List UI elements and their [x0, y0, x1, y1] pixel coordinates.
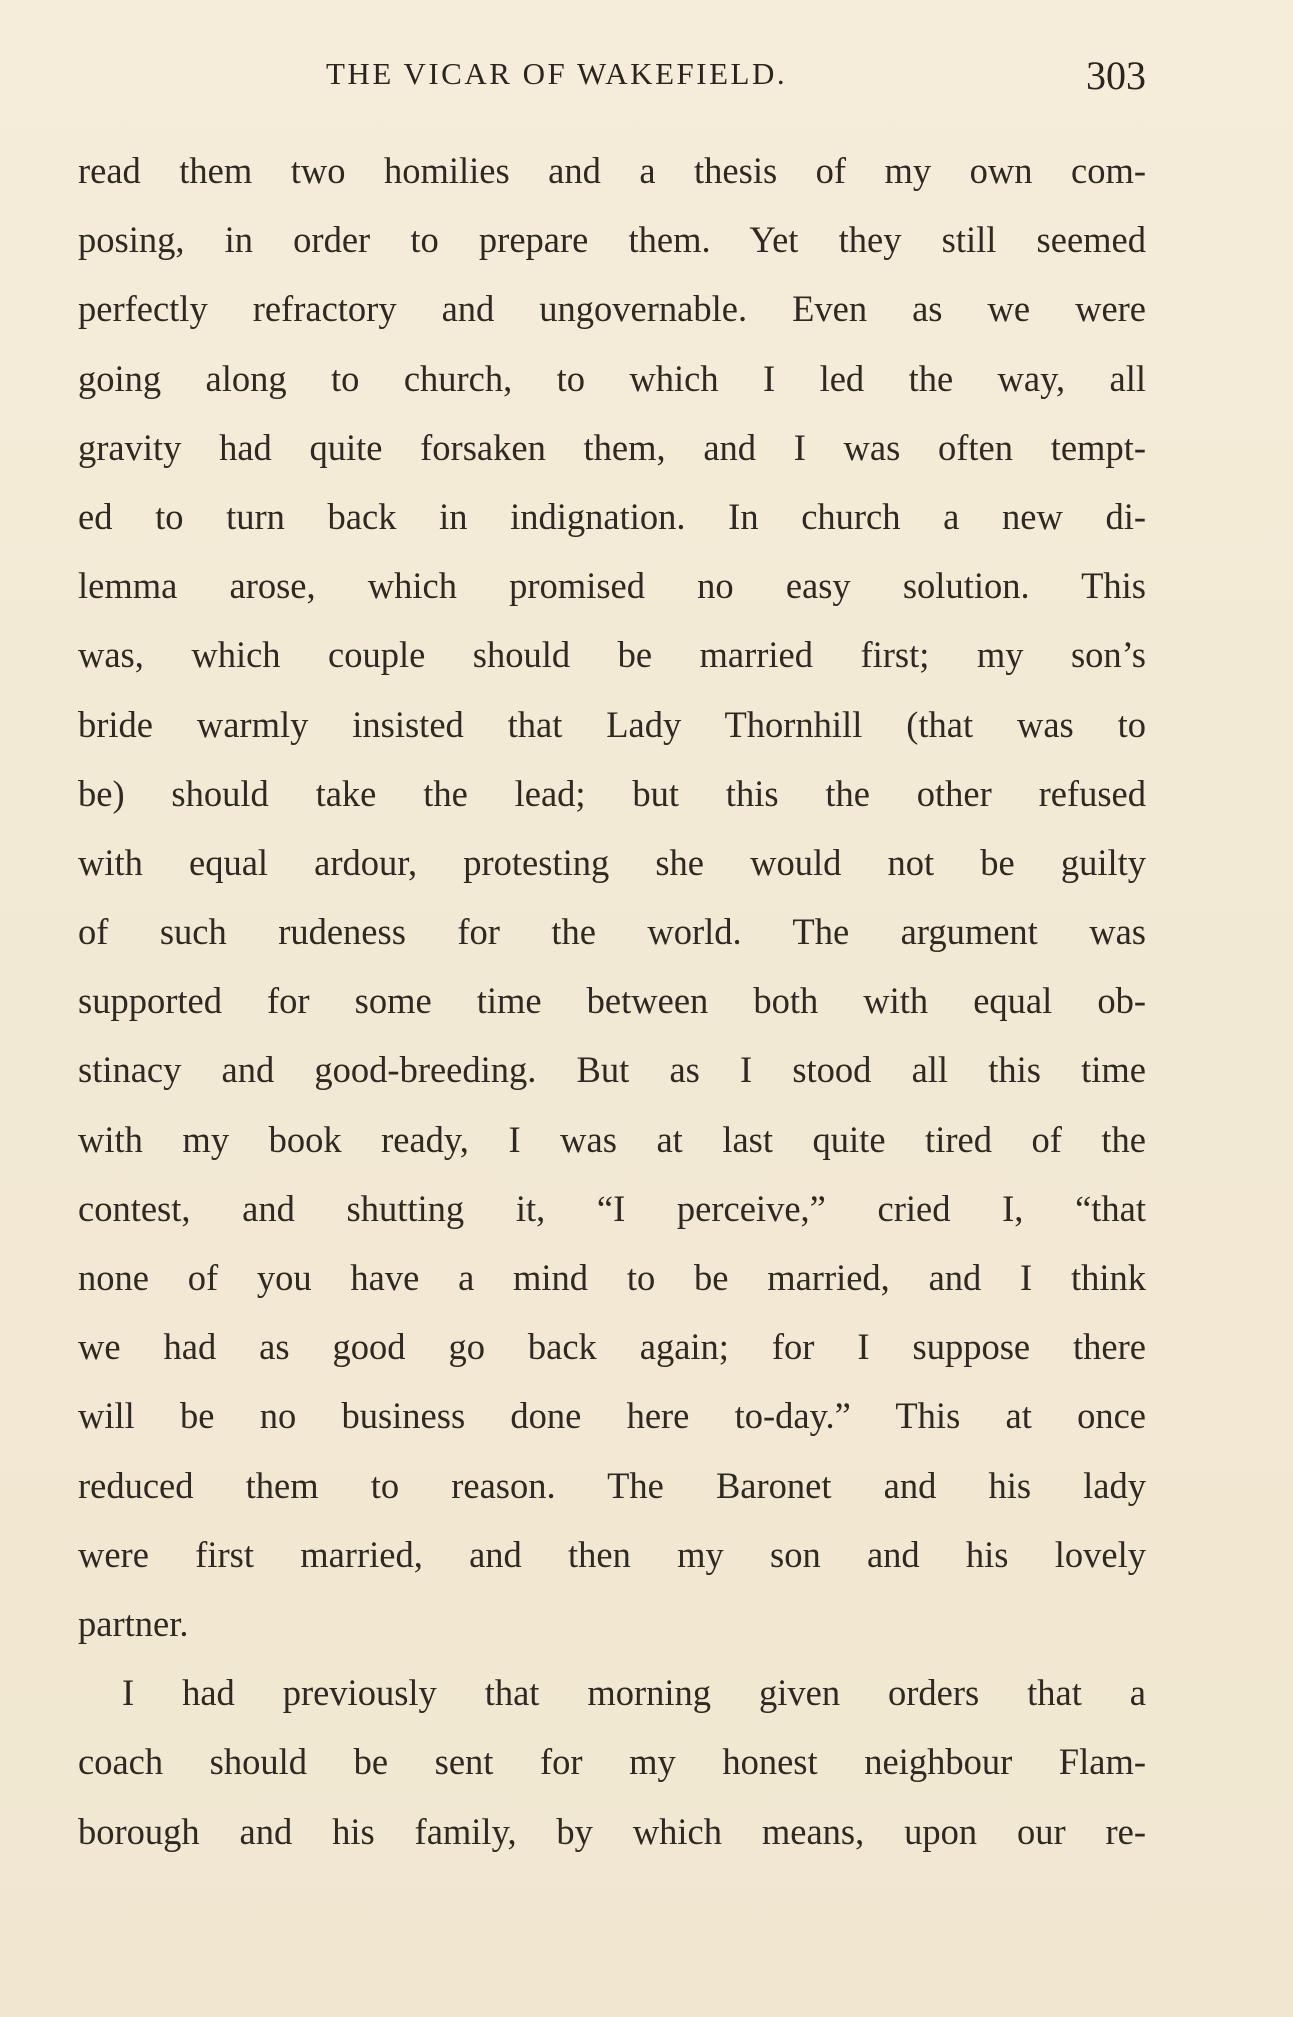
paragraph-start-line: I had previously that morning given orders that a [122, 1672, 1146, 1714]
text-line: read them two homilies and a thesis of my own com- [78, 150, 1146, 191]
text-line: none of you have a mind to be married, and I think [78, 1257, 1146, 1298]
running-title: THE VICAR OF WAKEFIELD. [326, 56, 788, 91]
text-line: was, which couple should be married first; my son’s [78, 634, 1146, 676]
text-line: of such rudeness for the world. The argument was [78, 911, 1146, 953]
page-number: 303 [1086, 53, 1146, 98]
text-line: be) should take the lead; but this the other refused [78, 772, 1146, 814]
text-line: ed to turn back in indignation. In church a new di- [78, 495, 1146, 537]
text-line: perfectly refractory and ungovernable. Even as we were [78, 288, 1146, 330]
page-header [78, 52, 1146, 102]
text-line: supported for some time between both with equal ob- [78, 980, 1146, 1022]
text-line: with my book ready, I was at last quite tired of the [78, 1118, 1146, 1160]
text-line: coach should be sent for my honest neighbour Flam- [78, 1741, 1146, 1783]
paragraph-end-line: partner. [78, 1602, 189, 1644]
text-line: posing, in order to prepare them. Yet they still seemed [78, 219, 1146, 261]
text-line: with equal ardour, protesting she would not be guilty [78, 841, 1146, 883]
text-line: we had as good go back again; for I suppose there [78, 1326, 1146, 1368]
text-line: lemma arose, which promised no easy solution. This [78, 565, 1146, 607]
text-line: stinacy and good-breeding. But as I stood all this time [78, 1049, 1146, 1091]
text-line: contest, and shutting it, “I perceive,” cried I, “that [78, 1187, 1146, 1229]
text-line: borough and his family, by which means, upon our re- [78, 1810, 1146, 1852]
text-line: gravity had quite forsaken them, and I was often tempt- [78, 426, 1146, 468]
body-text [78, 136, 1146, 1866]
text-line: going along to church, to which I led the way, all [78, 357, 1146, 399]
text-line: will be no business done here to-day.” This at once [78, 1395, 1146, 1437]
text-line: bride warmly insisted that Lady Thornhill (that was to [78, 703, 1146, 745]
text-line: were first married, and then my son and his lovely [78, 1533, 1146, 1575]
text-line: reduced them to reason. The Baronet and his lady [78, 1464, 1146, 1506]
